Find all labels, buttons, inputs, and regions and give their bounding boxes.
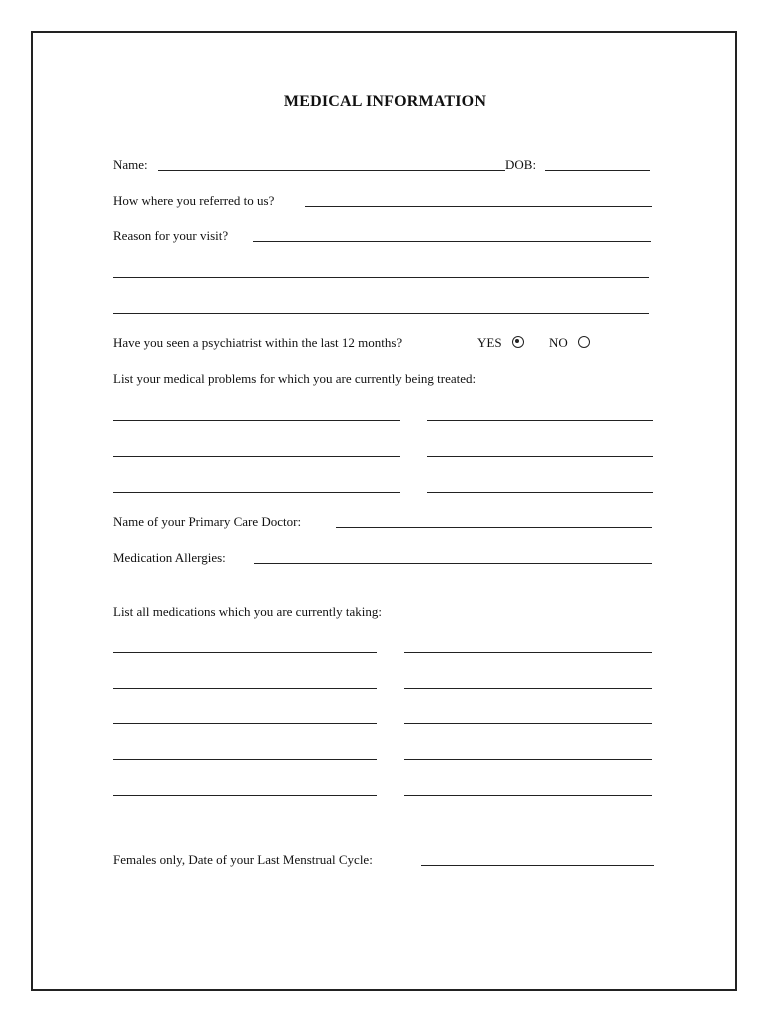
medications-label: List all medications which you are currently taking: [113,604,382,619]
medication-field[interactable] [113,688,377,689]
medication-field[interactable] [113,723,377,724]
name-field[interactable] [158,170,505,171]
medication-field[interactable] [404,688,652,689]
allergies-field[interactable] [254,563,652,564]
form-border [31,31,737,991]
psychiatrist-question: Have you seen a psychiatrist within the last 12 months? [113,335,403,350]
medication-field[interactable] [113,795,377,796]
medical-problem-field[interactable] [427,456,653,457]
medical-problem-field[interactable] [113,456,400,457]
form-title: MEDICAL INFORMATION [283,93,487,110]
yes-label: YES [477,335,502,350]
medication-field[interactable] [404,652,652,653]
medical-problem-field[interactable] [113,420,400,421]
medical-problem-field[interactable] [427,492,653,493]
yes-radio[interactable] [512,336,524,348]
medication-field[interactable] [404,795,652,796]
medical-problem-field[interactable] [427,420,653,421]
name-label: Name: [113,157,148,172]
dob-field[interactable] [545,170,650,171]
medication-field[interactable] [113,759,377,760]
medical-problems-label: List your medical problems for which you are currently being treated: [113,371,477,386]
no-radio[interactable] [578,336,590,348]
primary-care-field[interactable] [336,527,652,528]
reason-field-line-2[interactable] [113,277,649,278]
reason-field-line-3[interactable] [113,313,649,314]
medication-field[interactable] [404,723,652,724]
medication-field[interactable] [113,652,377,653]
no-label: NO [549,335,568,350]
referred-field[interactable] [305,206,652,207]
allergies-label: Medication Allergies: [113,550,226,565]
reason-field[interactable] [253,241,651,242]
menstrual-label: Females only, Date of your Last Menstrual Cycle: [113,852,373,867]
medical-problem-field[interactable] [113,492,400,493]
dob-label: DOB: [505,157,537,172]
referred-label: How where you referred to us? [113,193,275,208]
menstrual-field[interactable] [421,865,654,866]
reason-label: Reason for your visit? [113,228,229,243]
medication-field[interactable] [404,759,652,760]
primary-care-label: Name of your Primary Care Doctor: [113,514,302,529]
